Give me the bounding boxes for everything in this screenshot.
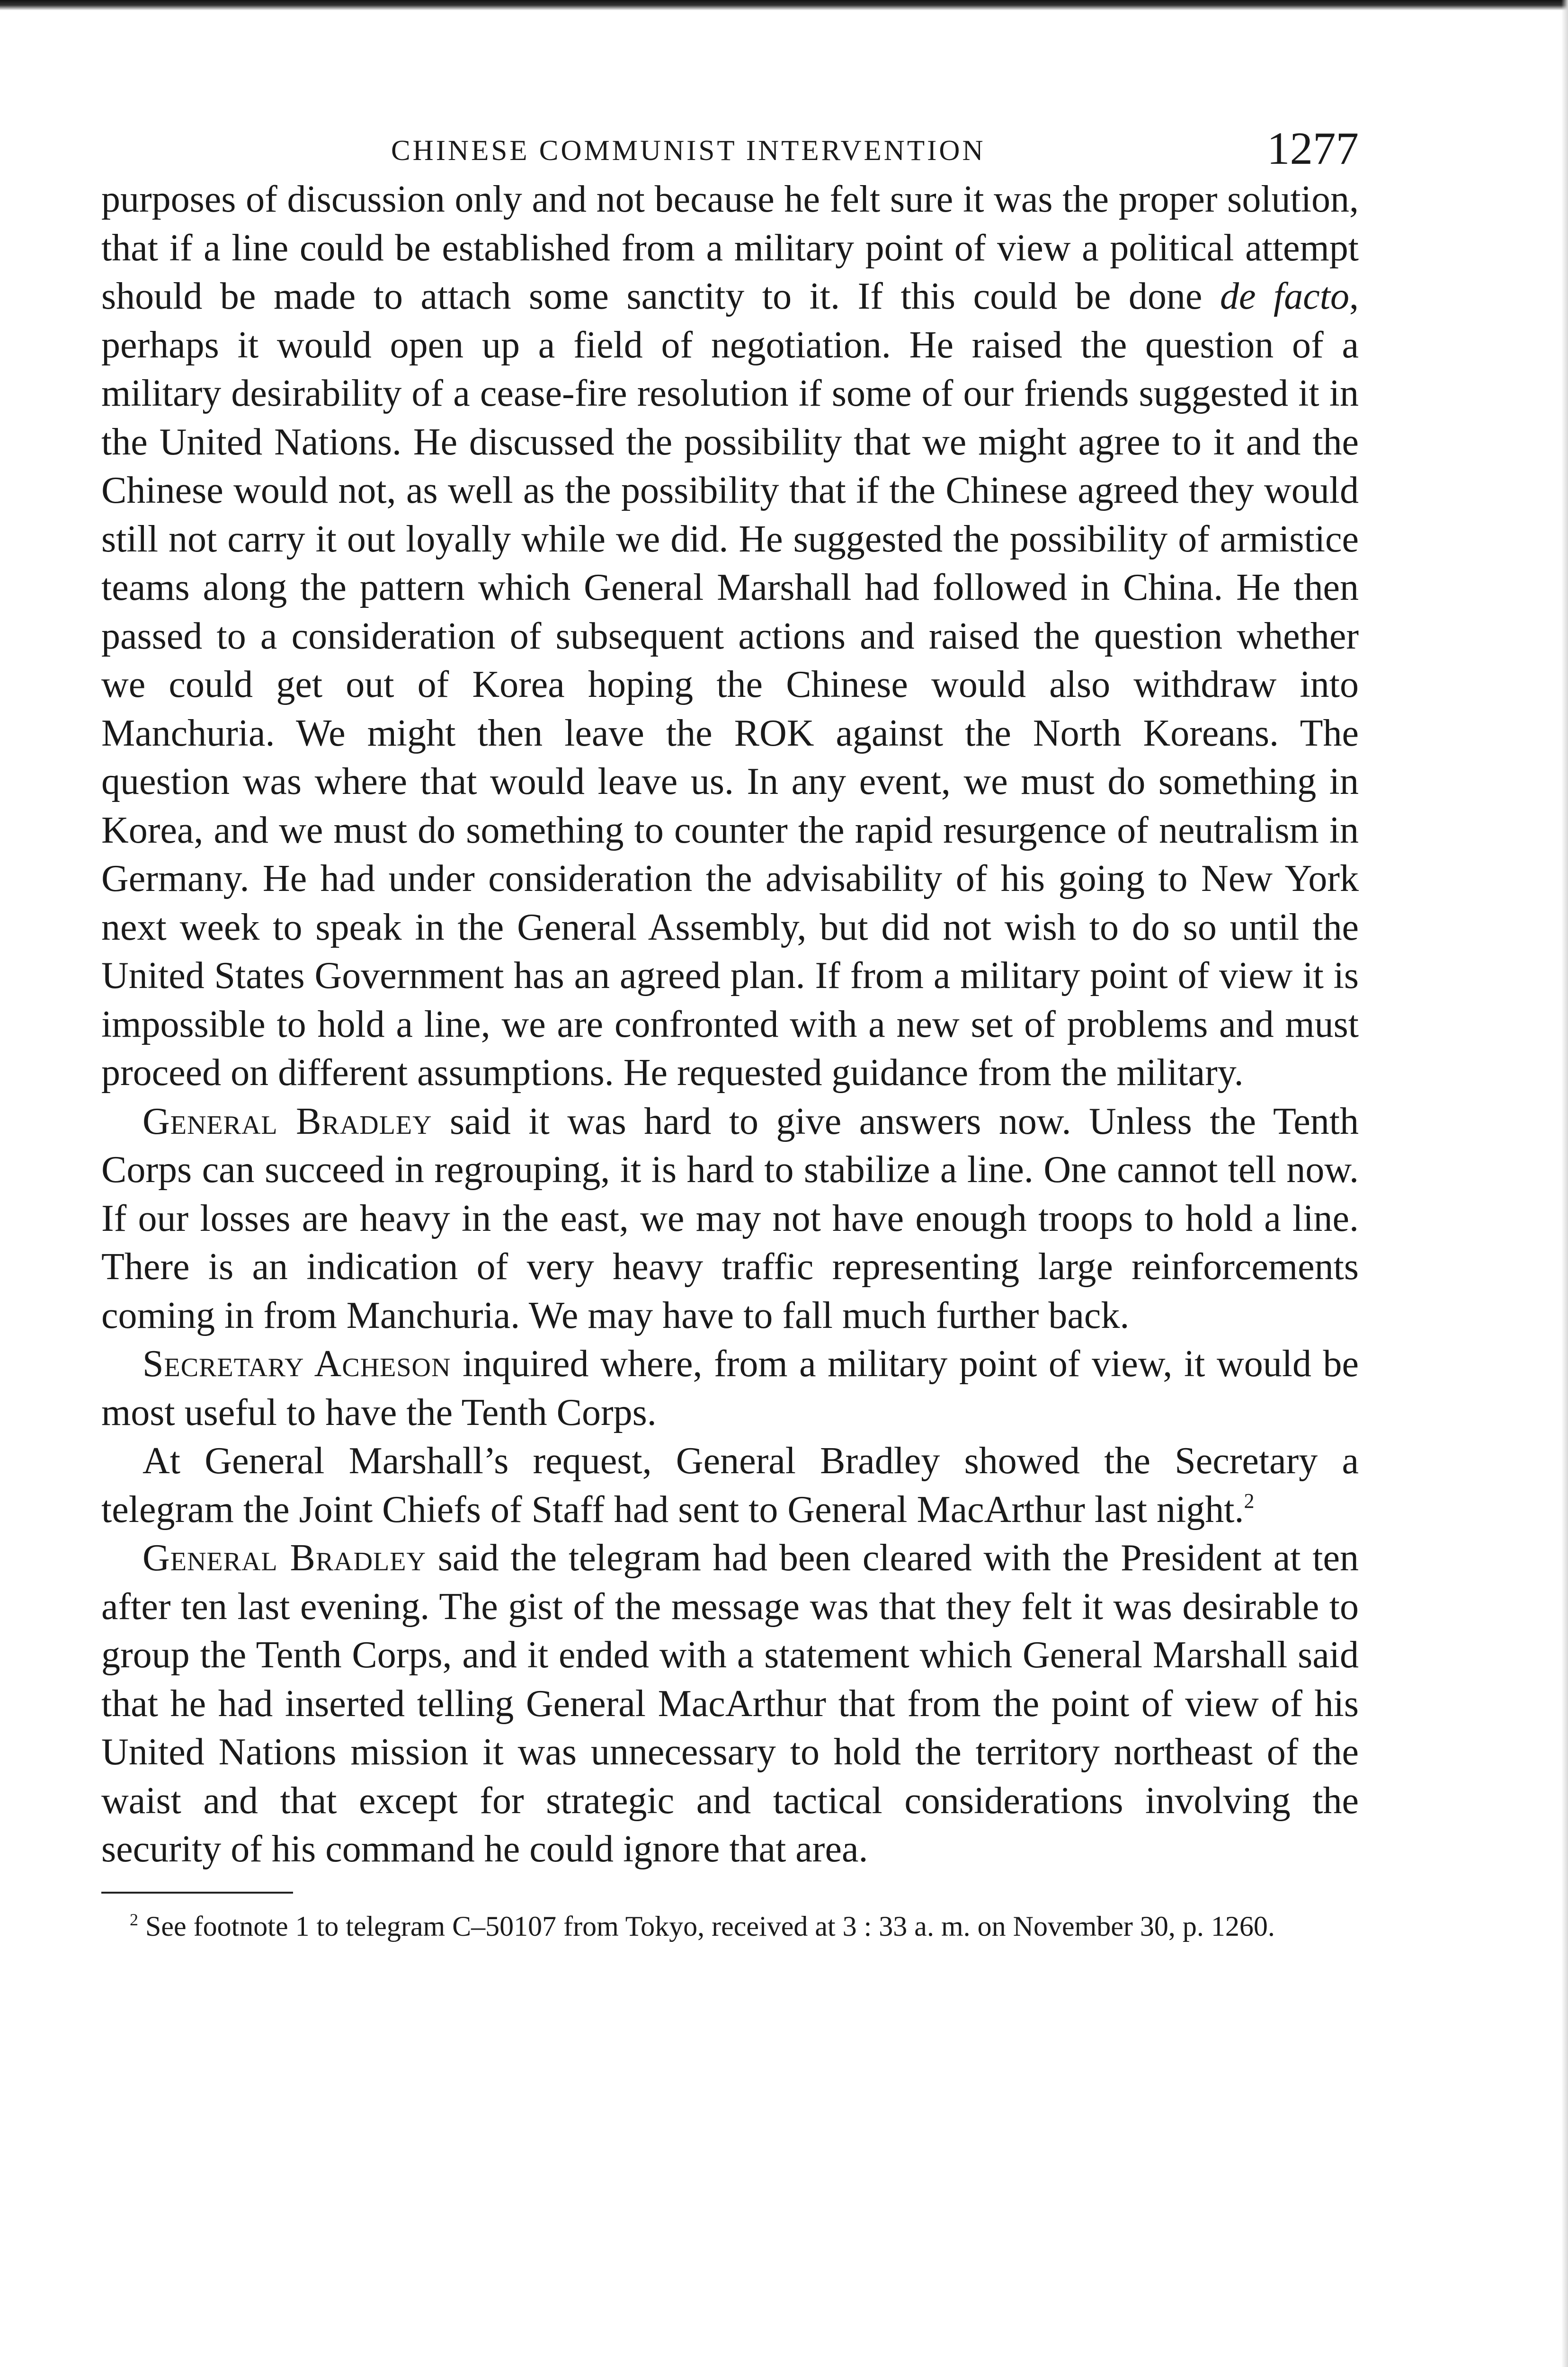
paragraph-5 [101, 1534, 1359, 1874]
footnote-text: See footnote 1 to telegram C–50107 from Tokyo, received at 3 : 33 a. m. on November 30, p. 1260. [138, 1910, 1275, 1942]
footnote [101, 1910, 1359, 1943]
footnote-marker: 2 [130, 1910, 138, 1929]
paragraph-1-text-rest: , perhaps it would open up a field of negotiation. He raised the question of a military desirability of a cease-fire resolution if some of our friends suggested it in the United Nations. He discussed the possibility that we might agree to it and the Chinese would not, as well as the possibility that if the Chinese agreed they would still not carry it out loyally while we did. He suggested the possibility of armistice teams along the pattern which General Marshall had followed in China. He then passed to a consideration of subsequent actions and raised the question whether we could get out of Korea hoping the Chinese would also withdraw into Manchuria. We might then leave the ROK against the North Koreans. The question was where that would leave us. In any event, we must do something in Korea, and we must do something to counter the rapid resurgence of neutralism in Germany. He had under consideration the advisability of his going to New York next week to speak in the General Assembly, but did not wish to do so until the United States Government has an agreed plan. If from a military point of view it is impossible to hold a line, we are confronted with a new set of problems and must proceed on different assumptions. He requested guidance from the military. [101, 276, 1359, 1094]
paragraph-5-text: said the telegram had been cleared with the President at ten after ten last evening. The gist of the message was that they felt it was desirable to group the Tenth Corps, and it ended with a statement which General Marshall said that he had inserted telling General MacArthur that from the point of view of his United Nations mission it was unnecessary to hold the territory northeast of the waist and that except for strategic and tactical considerations involving the security of his command he could ignore that area. [101, 1537, 1359, 1870]
paragraph-4 [101, 1437, 1359, 1534]
page-header [101, 122, 1359, 175]
paragraph-3-text: inquired where, from a military point of view, it would be most useful to have the Tenth Corps. [101, 1343, 1359, 1433]
paragraph-1-italic-term: de facto [1220, 276, 1350, 317]
paragraph-3-speaker: Secretary Acheson [143, 1343, 451, 1385]
paragraph-1-text: purposes of discussion only and not because he felt sure it was the proper solution, that if a line could be established from a military point of view a political attempt should be made to attach some sanctity to it. If this could be done [101, 178, 1359, 317]
running-head: CHINESE COMMUNIST INTERVENTION [391, 135, 986, 167]
paragraph-4-text: At General Marshall’s request, General Bradley showed the Secretary a telegram the Joint Chiefs of Staff had sent to General MacArthur last night. [101, 1440, 1359, 1531]
page-number: 1277 [1267, 123, 1359, 174]
paragraph-2 [101, 1097, 1359, 1340]
document-page [101, 122, 1359, 1943]
paragraph-3 [101, 1340, 1359, 1437]
paragraph-1 [101, 175, 1359, 1097]
paragraph-2-text: said it was hard to give answers now. Unless the Tenth Corps can succeed in regrouping, it is hard to stabilize a line. One cannot tell now. If our losses are heavy in the east, we may not have enough troops to hold a line. There is an indication of very heavy traffic representing large reinforcements coming in from Manchuria. We may have to fall much further back. [101, 1100, 1359, 1336]
footnote-divider [101, 1892, 293, 1894]
scan-right-edge [1561, 0, 1568, 2367]
paragraph-2-speaker: General Bradley [143, 1100, 432, 1142]
body-text [101, 175, 1359, 1874]
paragraph-5-speaker: General Bradley [143, 1537, 426, 1579]
footnote-reference[interactable]: 2 [1244, 1489, 1255, 1513]
scan-top-edge [0, 0, 1568, 10]
